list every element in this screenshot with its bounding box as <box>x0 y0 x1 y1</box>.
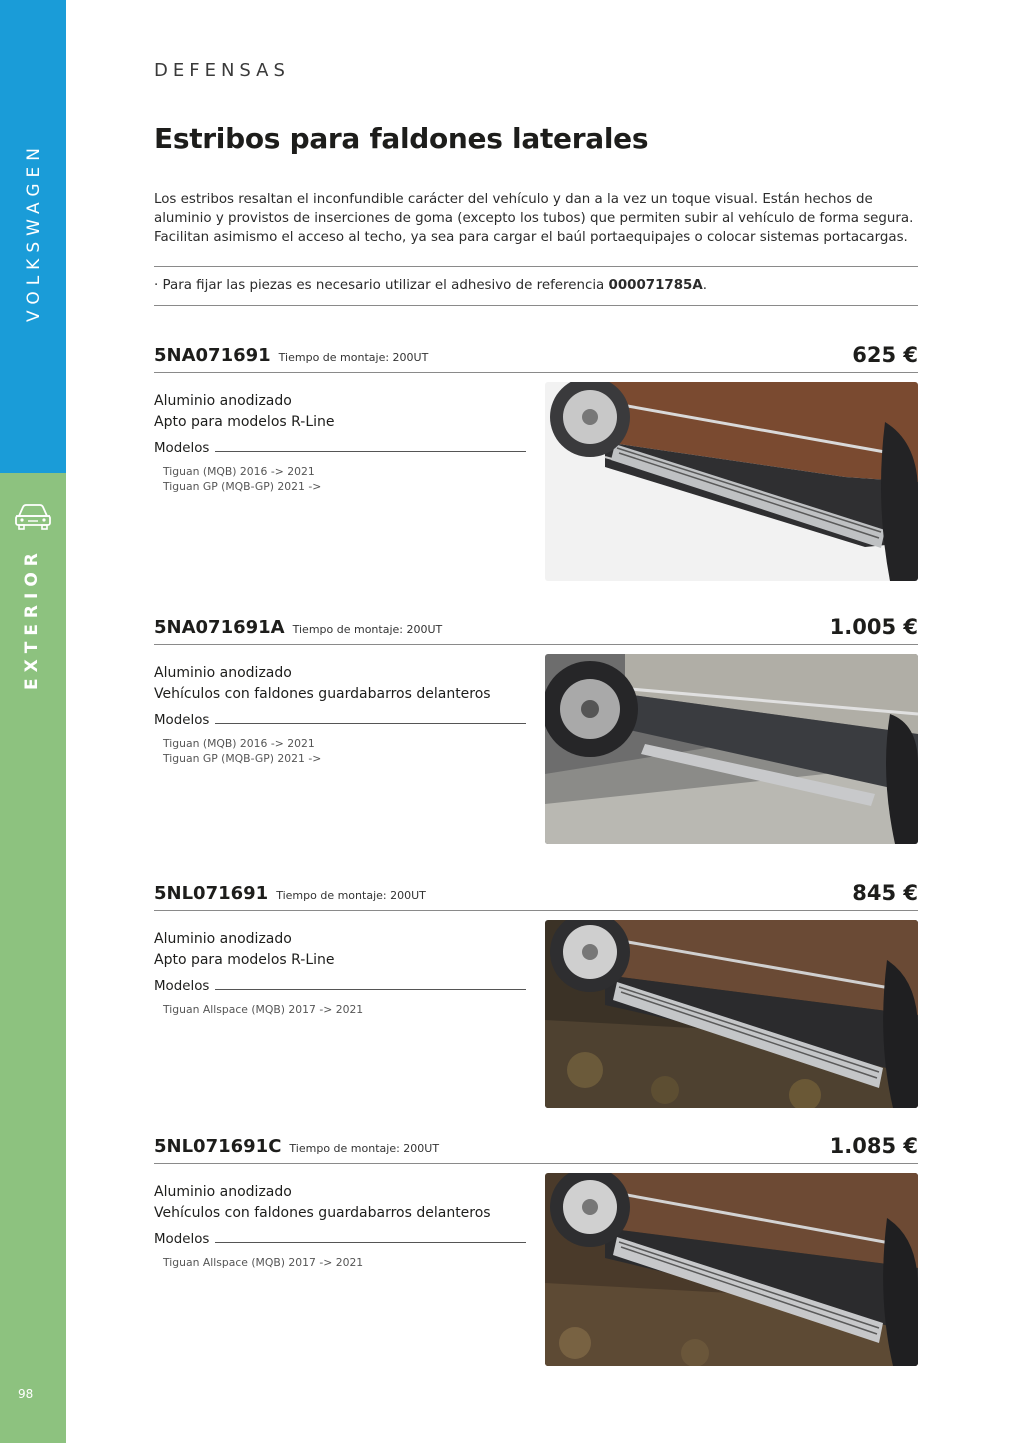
description-line: Aluminio anodizado <box>154 393 292 409</box>
description-line: Aluminio anodizado <box>154 665 292 681</box>
product-code-line <box>154 617 442 638</box>
product-code: 5NA071691 <box>154 345 271 366</box>
description-line: Vehículos con faldones guardabarros delanteros <box>154 1205 491 1221</box>
product-code: 5NL071691 <box>154 883 269 904</box>
model-item: Tiguan (MQB) 2016 -> 2021 <box>163 465 315 478</box>
product-header <box>154 1136 918 1166</box>
divider <box>154 266 918 267</box>
product-header <box>154 883 918 913</box>
mounting-time: Tiempo de montaje: 200UT <box>292 623 443 636</box>
model-item: Tiguan GP (MQB-GP) 2021 -> <box>163 480 322 493</box>
fitting-note <box>154 278 707 293</box>
note-suffix: . <box>702 278 707 293</box>
product-code: 5NA071691A <box>154 617 285 638</box>
product-price: 845 € <box>852 881 918 905</box>
models-label: Modelos <box>154 1232 210 1247</box>
models-block <box>154 1232 526 1270</box>
models-label: Modelos <box>154 441 210 456</box>
divider <box>154 372 918 373</box>
description-line: Aluminio anodizado <box>154 1184 292 1200</box>
product-code-line <box>154 883 426 904</box>
models-label: Modelos <box>154 713 210 728</box>
product-card <box>154 883 918 1108</box>
divider <box>154 305 918 306</box>
models-block <box>154 979 526 1017</box>
mounting-time: Tiempo de montaje: 200UT <box>278 351 429 364</box>
page-title: Estribos para faldones laterales <box>154 122 649 155</box>
product-photo <box>545 1173 918 1366</box>
divider <box>154 644 918 645</box>
product-description <box>154 1182 491 1224</box>
product-description <box>154 663 491 705</box>
divider <box>154 910 918 911</box>
description-line: Apto para modelos R-Line <box>154 952 335 968</box>
page-number: 98 <box>18 1387 34 1401</box>
product-price: 1.005 € <box>829 615 918 639</box>
description-line: Apto para modelos R-Line <box>154 414 335 430</box>
intro-paragraph: Los estribos resaltan el inconfundible carácter del vehículo y dan a la vez un toque visual. Están hechos de aluminio y provistos de inserciones de goma (excepto los tubos) que permiten subir al vehículo de forma segura. Facilitan asimismo el acceso al techo, ya sea para cargar el baúl portaequipajes o colocar sistemas portacargas. <box>154 192 914 245</box>
sidebar-brand-label: VOLKSWAGEN <box>24 142 44 322</box>
note-reference: 000071785A <box>608 278 703 293</box>
divider <box>154 1163 918 1164</box>
model-item: Tiguan Allspace (MQB) 2017 -> 2021 <box>163 1256 364 1269</box>
product-photo <box>545 654 918 844</box>
model-item: Tiguan Allspace (MQB) 2017 -> 2021 <box>163 1003 364 1016</box>
product-card <box>154 1136 918 1366</box>
product-code-line <box>154 1136 439 1157</box>
product-code: 5NL071691C <box>154 1136 282 1157</box>
product-header <box>154 345 918 375</box>
product-card <box>154 345 918 581</box>
models-block <box>154 441 526 494</box>
product-price: 1.085 € <box>829 1134 918 1158</box>
product-card <box>154 617 918 844</box>
product-header <box>154 617 918 647</box>
section-label: DEFENSAS <box>154 60 290 81</box>
product-code-line <box>154 345 428 366</box>
description-line: Aluminio anodizado <box>154 931 292 947</box>
models-block <box>154 713 526 766</box>
product-photo <box>545 382 918 581</box>
description-line: Vehículos con faldones guardabarros delanteros <box>154 686 491 702</box>
product-photo <box>545 920 918 1108</box>
product-description <box>154 929 335 971</box>
car-icon <box>14 502 52 532</box>
product-price: 625 € <box>852 343 918 367</box>
sidebar-section-label: EXTERIOR <box>22 547 42 690</box>
model-item: Tiguan GP (MQB-GP) 2021 -> <box>163 752 322 765</box>
models-label: Modelos <box>154 979 210 994</box>
note-text: · Para fijar las piezas es necesario utilizar el adhesivo de referencia <box>154 278 609 293</box>
mounting-time: Tiempo de montaje: 200UT <box>289 1142 440 1155</box>
mounting-time: Tiempo de montaje: 200UT <box>276 889 426 902</box>
product-description <box>154 391 335 433</box>
model-item: Tiguan (MQB) 2016 -> 2021 <box>163 737 315 750</box>
